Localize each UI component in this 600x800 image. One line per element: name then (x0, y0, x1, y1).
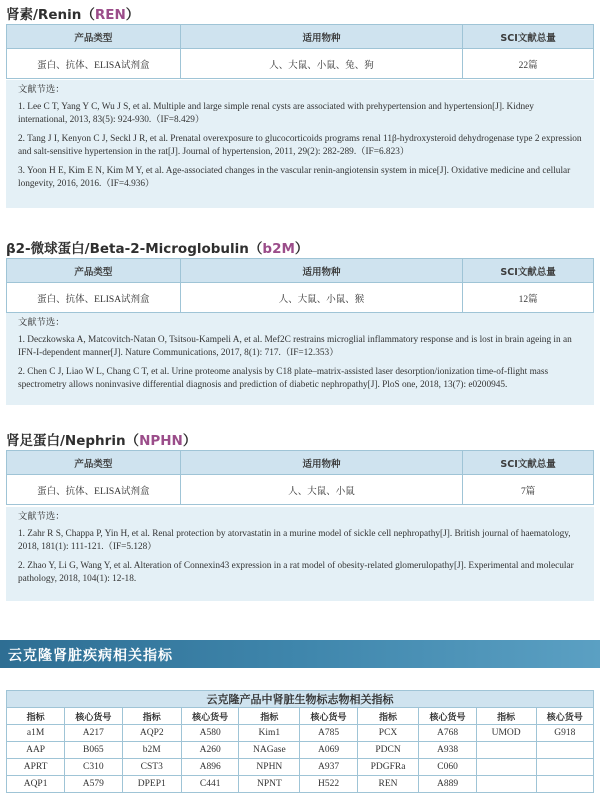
cell-catalog-no: A768 (419, 725, 476, 742)
product-table-b2m (6, 258, 594, 313)
cell-indicator (476, 759, 536, 776)
cell-indicator: REN (357, 776, 419, 793)
marker-table-title: 云克隆产品中肾脏生物标志物相关指标 (7, 691, 594, 708)
cell-indicator: PCX (357, 725, 419, 742)
header-species: 适用物种 (180, 259, 462, 283)
section-banner (0, 640, 600, 668)
reference-item: 1. Deczkowska A, Matcovitch-Natan O, Tsitsou-Kampeli A, et al. Mef2C restrains microglial inflammatory response and is lost in brain ageing in an IFN-I-dependent manner[J]. Nature Communications, 2017, 8(1): 717.（IF=12.353） (18, 335, 572, 358)
title-suffix: ） (294, 241, 309, 257)
cell-indicator: NPHN (239, 759, 300, 776)
literature-heading: 文献节选： (18, 85, 65, 95)
cell-catalog-no: C060 (419, 759, 476, 776)
reference-item: 2. Zhao Y, Li G, Wang Y, et al. Alteration of Connexin43 expression in a rat model of obesity-related glomerulopathy[J]. Experimental and molecular pathology, 2018, 104(1): 12-18. (18, 561, 574, 584)
title-abbr: NPHN (139, 433, 183, 449)
literature-heading: 文献节选： (18, 512, 65, 522)
cell-product-type: 蛋白、抗体、ELISA试剂盒 (7, 49, 181, 79)
table-row (7, 742, 594, 759)
cell-indicator: AAP (7, 742, 65, 759)
cell-catalog-no: A579 (65, 776, 122, 793)
header-sci-count: SCI文献总量 (463, 451, 594, 475)
cell-catalog-no: C310 (65, 759, 122, 776)
cell-indicator: AQP1 (7, 776, 65, 793)
header-catalog-no: 核心货号 (182, 708, 239, 725)
cell-indicator: PDGFRa (357, 759, 419, 776)
header-indicator: 指标 (357, 708, 419, 725)
header-sci-count: SCI文献总量 (463, 259, 594, 283)
cell-indicator (476, 776, 536, 793)
reference-item: 1. Zahr R S, Chappa P, Yin H, et al. Renal protection by atorvastatin in a murine model of sickle cell nephropathy[J]. British journal of haematology, 2018, 181(1): 111-121.（IF=5.128） (18, 529, 571, 552)
cell-indicator: AQP2 (122, 725, 182, 742)
cell-indicator: PDCN (357, 742, 419, 759)
header-species: 适用物种 (180, 451, 462, 475)
cell-product-type: 蛋白、抗体、ELISA试剂盒 (7, 475, 181, 505)
reference-item: 2. Tang J I, Kenyon C J, Seckl J R, et al. Prenatal overexposure to glucocorticoids programs renal 11β-hydroxysteroid dehydrogenase type 2 expression and salt-sensitive hypertension in the rat[J]. Journal of hypertension, 2011, 29(2): 282-289.（IF=6.823） (18, 134, 582, 157)
cell-sci-count: 7篇 (463, 475, 594, 505)
title-abbr: b2M (262, 241, 295, 257)
cell-catalog-no: A260 (182, 742, 239, 759)
cell-indicator: APRT (7, 759, 65, 776)
header-indicator: 指标 (7, 708, 65, 725)
cell-catalog-no: A937 (300, 759, 357, 776)
cell-indicator: DPEP1 (122, 776, 182, 793)
cell-species: 人、大鼠、小鼠、猴 (180, 283, 462, 313)
cell-catalog-no: A217 (65, 725, 122, 742)
title-suffix: ） (125, 7, 140, 23)
cell-catalog-no: B065 (65, 742, 122, 759)
title-abbr: REN (94, 7, 126, 23)
header-species: 适用物种 (180, 25, 462, 49)
cell-indicator (476, 742, 536, 759)
table-row (7, 776, 594, 793)
reference-item: 2. Chen C J, Liao W L, Chang C T, et al. Urine proteome analysis by C18 plate–matrix-assisted laser desorption/ionization time-of-flight mass spectrometry allows noninvasive differential diagnosis and prediction of diabetic nephropathy[J]. PloS one, 2018, 13(7): e0200945. (18, 367, 549, 390)
cell-catalog-no: A785 (300, 725, 357, 742)
header-indicator: 指标 (122, 708, 182, 725)
cell-indicator: CST3 (122, 759, 182, 776)
cell-catalog-no: C441 (182, 776, 239, 793)
literature-box-renin (6, 80, 594, 208)
cell-catalog-no (536, 759, 593, 776)
header-product-type: 产品类型 (7, 259, 181, 283)
literature-box-b2m (6, 313, 594, 405)
section-title-nephrin (6, 429, 196, 449)
cell-catalog-no: H522 (300, 776, 357, 793)
cell-catalog-no: A896 (182, 759, 239, 776)
cell-catalog-no: G918 (536, 725, 593, 742)
product-table-nephrin (6, 450, 594, 505)
header-catalog-no: 核心货号 (419, 708, 476, 725)
product-table-renin (6, 24, 594, 79)
title-suffix: ） (182, 433, 197, 449)
cell-indicator: NAGase (239, 742, 300, 759)
cell-catalog-no: A938 (419, 742, 476, 759)
cell-catalog-no (536, 742, 593, 759)
banner-title: 云克隆肾脏疾病相关指标 (8, 648, 173, 664)
literature-heading: 文献节选： (18, 318, 65, 328)
cell-indicator: Kim1 (239, 725, 300, 742)
cell-indicator: NPNT (239, 776, 300, 793)
title-text: β2-微球蛋白/Beta-2-Microglobulin（ (6, 241, 263, 257)
section-title-renin (6, 3, 139, 23)
cell-catalog-no: A889 (419, 776, 476, 793)
header-catalog-no: 核心货号 (536, 708, 593, 725)
header-indicator: 指标 (239, 708, 300, 725)
marker-table (6, 690, 594, 793)
header-sci-count: SCI文献总量 (463, 25, 594, 49)
header-indicator: 指标 (476, 708, 536, 725)
title-text: 肾素/Renin（ (6, 7, 95, 23)
header-catalog-no: 核心货号 (65, 708, 122, 725)
header-product-type: 产品类型 (7, 451, 181, 475)
cell-product-type: 蛋白、抗体、ELISA试剂盒 (7, 283, 181, 313)
cell-catalog-no: A069 (300, 742, 357, 759)
cell-sci-count: 12篇 (463, 283, 594, 313)
literature-box-nephrin (6, 507, 594, 601)
table-row (7, 725, 594, 742)
header-catalog-no: 核心货号 (300, 708, 357, 725)
section-title-b2m (6, 237, 308, 257)
reference-item: 3. Yoon H E, Kim E N, Kim M Y, et al. Age-associated changes in the vascular renin-angiotensin system in mice[J]. Oxidative medicine and cellular longevity, 2016, 2016.（IF=4.936） (18, 166, 571, 189)
cell-indicator: UMOD (476, 725, 536, 742)
cell-species: 人、大鼠、小鼠 (180, 475, 462, 505)
table-row (7, 759, 594, 776)
title-text: 肾足蛋白/Nephrin（ (6, 433, 140, 449)
cell-catalog-no (536, 776, 593, 793)
cell-indicator: b2M (122, 742, 182, 759)
cell-catalog-no: A580 (182, 725, 239, 742)
header-product-type: 产品类型 (7, 25, 181, 49)
reference-item: 1. Lee C T, Yang Y C, Wu J S, et al. Multiple and large simple renal cysts are associated with prehypertension and hypertension[J]. Kidney international, 2013, 83(5): 924-930.（IF=8.429） (18, 102, 534, 125)
cell-species: 人、大鼠、小鼠、兔、狗 (180, 49, 462, 79)
cell-sci-count: 22篇 (463, 49, 594, 79)
cell-indicator: a1M (7, 725, 65, 742)
